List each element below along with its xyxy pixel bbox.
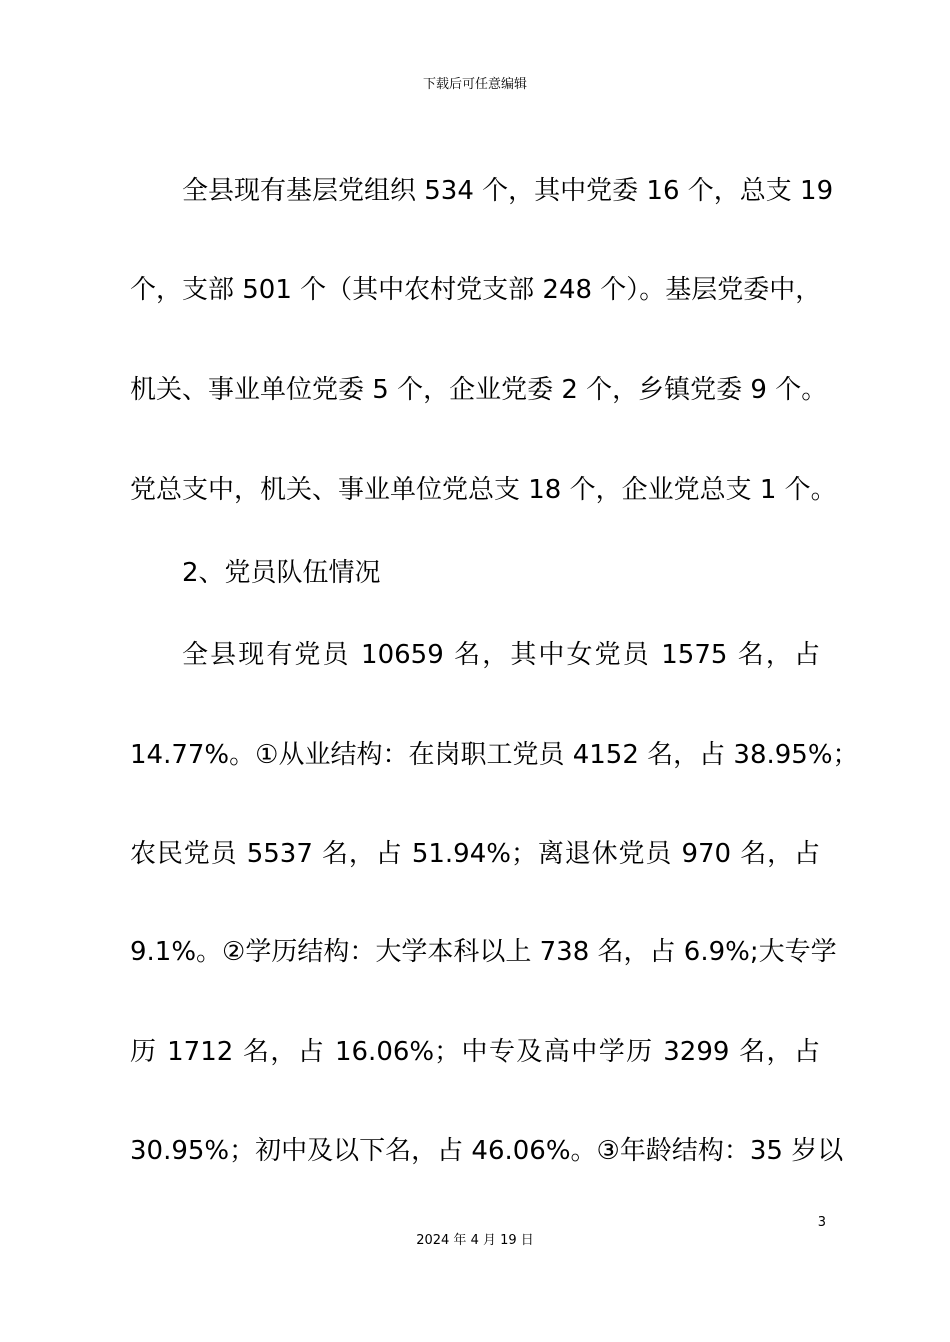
page-number: 3 (817, 1215, 826, 1230)
paragraph-line: 党总支中，机关、事业单位党总支 18 个，企业党总支 1 个。 (130, 475, 837, 505)
paragraph-line: 全县现有党员 10659 名，其中女党员 1575 名，占 (182, 640, 820, 670)
paragraph-line: 机关、事业单位党委 5 个，企业党委 2 个，乡镇党委 9 个。 (130, 375, 828, 405)
footer-date: 2024 年 4 月 19 日 (416, 1233, 534, 1248)
paragraph-line: 历 1712 名，占 16.06%；中专及高中学历 3299 名，占 (130, 1037, 820, 1067)
section-heading: 2、党员队伍情况 (182, 558, 381, 588)
header-note: 下载后可任意编辑 (422, 77, 527, 92)
paragraph-line: 9.1%。②学历结构：大学本科以上 738 名，占 6.9%;大专学 (130, 937, 837, 967)
paragraph-line: 个，支部 501 个（其中农村党支部 248 个）。基层党委中， (130, 275, 822, 305)
paragraph-line: 30.95%；初中及以下名，占 46.06%。③年龄结构：35 岁以 (130, 1136, 844, 1166)
paragraph-line: 农民党员 5537 名，占 51.94%；离退休党员 970 名，占 (130, 839, 820, 869)
paragraph-line: 14.77%。①从业结构：在岗职工党员 4152 名，占 38.95%； (130, 740, 859, 770)
paragraph-line: 全县现有基层党组织 534 个，其中党委 16 个，总支 19 (182, 176, 834, 206)
